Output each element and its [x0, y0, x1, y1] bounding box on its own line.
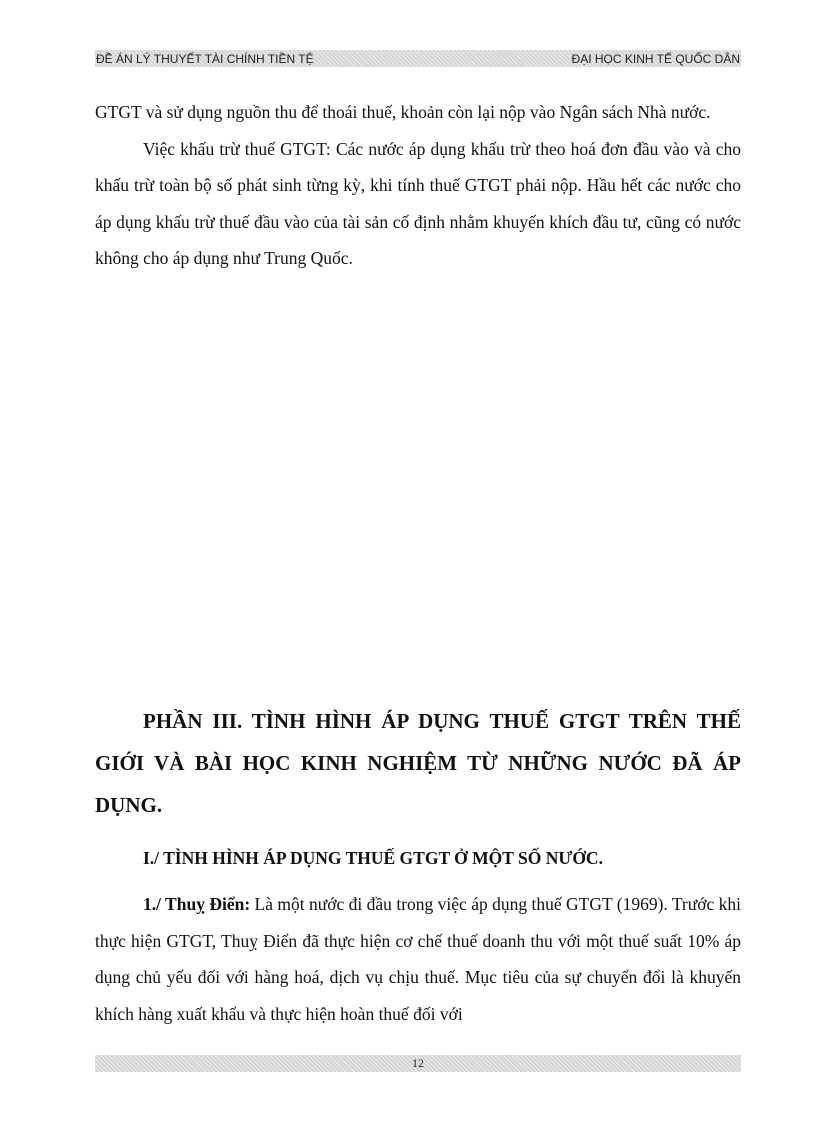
part-heading: PHẦN III. TÌNH HÌNH ÁP DỤNG THUẾ GTGT TRÊN THẾ GIỚI VÀ BÀI HỌC KINH NGHIỆM TỪ NHỮNG NƯỚC ĐÃ ÁP DỤNG. [95, 709, 741, 817]
paragraph-deduction: Việc khấu trừ thuế GTGT: Các nước áp dụng khấu trừ theo hoá đơn đầu vào và cho khấu trừ toàn bộ số phát sinh từng kỳ, khi tính thuế GTGT phải nộp. Hầu hết các nước cho áp dụng khấu trừ thuế đầu vào của tài sản cố định nhằm khuyến khích đầu tư, cũng có nước không cho áp dụng như Trung Quốc. [95, 138, 741, 268]
header-document-title: ĐỀ ÁN LÝ THUYẾT TÀI CHÍNH TIỀN TỆ [96, 51, 314, 66]
paragraph-continuation: GTGT và sử dụng nguồn thu để thoái thuế, khoản còn lại nộp vào Ngân sách Nhà nước. [95, 102, 711, 122]
page-header [95, 50, 741, 67]
page-number: 12 [412, 1056, 424, 1070]
page-footer [95, 1055, 741, 1072]
subsection-label: 1./ Thuỵ Điển: [143, 894, 251, 914]
body-section [95, 700, 741, 1032]
subsection-text: Là một nước đi đầu trong việc áp dụng thuế GTGT (1969). Trước khi thực hiện GTGT, Thuỵ Điển đã thực hiện cơ chế thuế doanh thu với một thuế suất 10% áp dụng chủ yếu đối với hàng hoá, dịch vụ chịu thuế. Mục tiêu của sự chuyển đổi là khuyến khích hàng xuất khẩu và thực hiện hoàn thuế đối với [95, 894, 742, 1024]
header-university-name: ĐẠI HỌC KINH TẾ QUỐC DÂN [571, 51, 740, 66]
body-top [95, 94, 741, 277]
paragraph-sweden [95, 886, 741, 1032]
section-heading: I./ TÌNH HÌNH ÁP DỤNG THUẾ GTGT Ở MỘT SỐ NƯỚC. [143, 848, 603, 868]
